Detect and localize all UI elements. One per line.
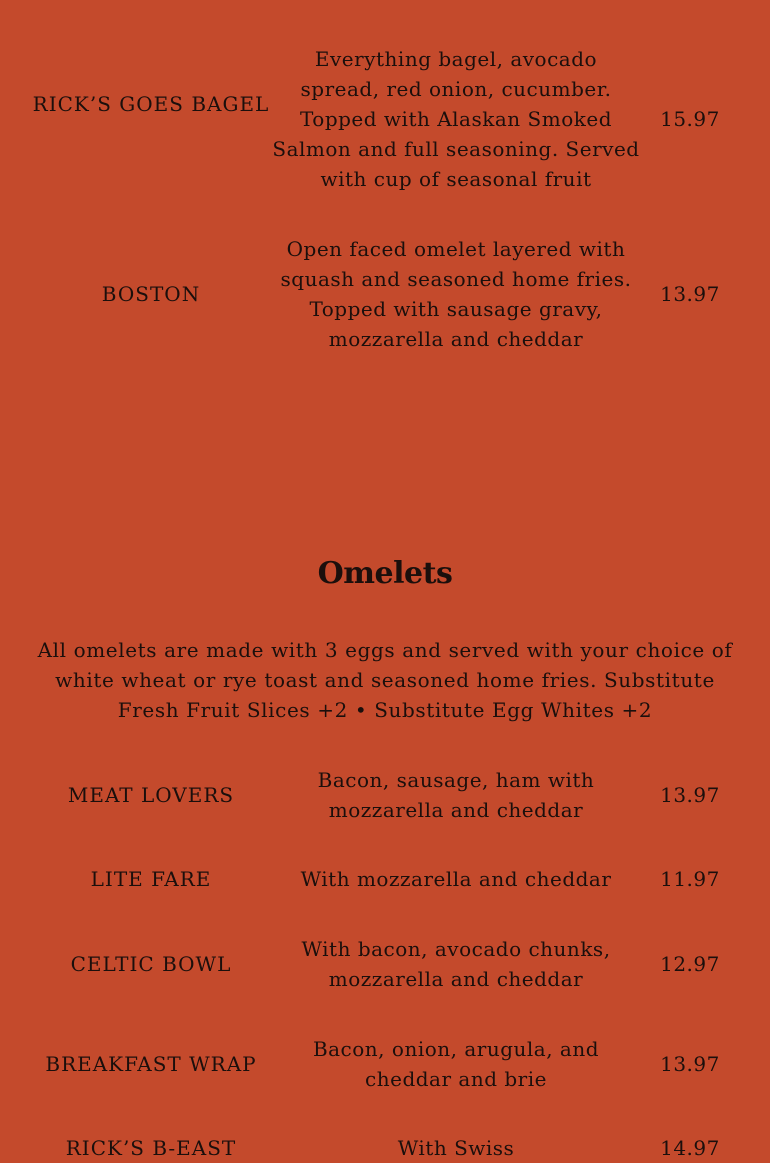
- item-price: 13.97: [660, 783, 720, 807]
- item-description: Everything bagel, avocado spread, red onion, cucumber. Topped with Alaskan Smoked Salmon and full seasoning. Served with cup of seasonal fruit: [272, 47, 640, 191]
- section-note: All omelets are made with 3 eggs and served with your choice of white wheat or rye toast and seasoned home fries. Substitute Fresh Fruit Slices +2 • Substitute Egg Whites +2: [37, 638, 733, 722]
- item-name: RICK’S GOES BAGEL: [32, 92, 270, 116]
- item-price: 11.97: [660, 867, 720, 891]
- item-price: 14.97: [660, 1136, 720, 1160]
- section-title-omelets: Omelets: [317, 556, 453, 591]
- item-price: 13.97: [660, 1052, 720, 1076]
- item-price: 12.97: [660, 952, 720, 976]
- item-description: With mozzarella and cheddar: [300, 867, 612, 891]
- item-name: LITE FARE: [90, 867, 212, 891]
- item-description: With Swiss: [397, 1136, 515, 1160]
- item-description: Open faced omelet layered with squash and seasoned home fries. Topped with sausage gravy, mozzarella and cheddar: [280, 237, 632, 351]
- item-name: MEAT LOVERS: [67, 783, 235, 807]
- item-price: 13.97: [660, 282, 720, 306]
- item-name: CELTIC BOWL: [70, 952, 232, 976]
- item-name: BREAKFAST WRAP: [45, 1052, 257, 1076]
- item-description: Bacon, sausage, ham with mozzarella and cheddar: [317, 768, 595, 822]
- item-name: RICK’S B-EAST: [65, 1136, 237, 1160]
- item-description: Bacon, onion, arugula, and cheddar and brie: [312, 1037, 600, 1091]
- item-price: 15.97: [660, 107, 720, 131]
- item-name: BOSTON: [101, 282, 201, 306]
- item-description: With bacon, avocado chunks, mozzarella and cheddar: [301, 937, 611, 991]
